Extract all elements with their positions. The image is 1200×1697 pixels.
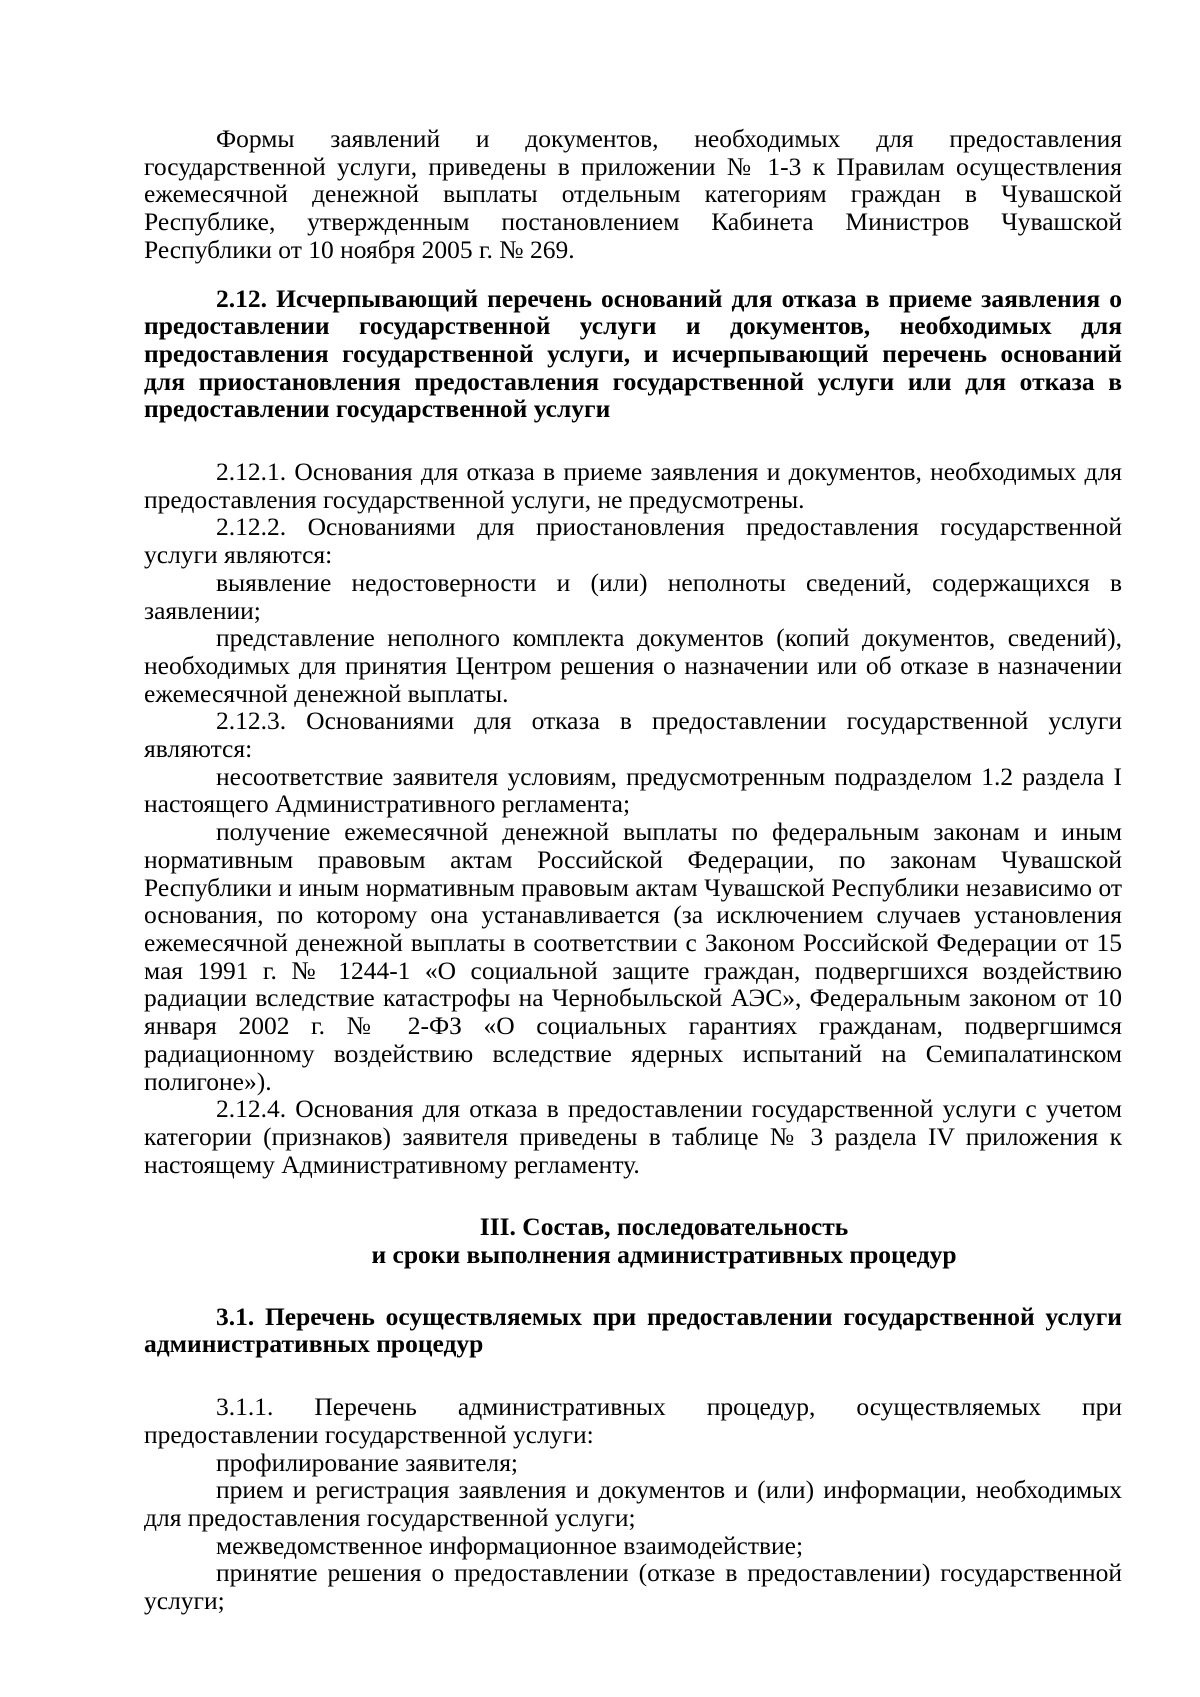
paragraph-2-12-2-a: выявление недостоверности и (или) неполноты сведений, содержащихся в заявлении; [144, 567, 1122, 625]
paragraph-2-12-2: 2.12.2. Основаниями для приостановления предоставления государственной услуги являются: [144, 512, 1122, 570]
heading-3-1: 3.1. Перечень осуществляемых при предоставлении государственной услуги административных процедур [144, 1301, 1122, 1359]
paragraph-2-12-3-b: получение ежемесячной денежной выплаты по федеральным законам и иным нормативным правовым актам Российской Федерации, по законам Чувашской Республики и иным нормативным правовым актам Чувашской Республики независимо от основания, по которому она устанавливается (за исключением случаев установления ежемесячной денежной выплаты в соответствии с Законом Российской Федерации от 15 мая 1991 г. № 1244-1 «О социальной защите граждан, подвергшихся воздействию радиации вследствие катастрофы на Чернобыльской АЭС», Федеральным законом от 10 января 2002 г. № 2-ФЗ «О социальных гарантиях гражданам, подвергшимся радиационному воздействию вследствие ядерных испытаний на Семипалатинском полигоне»). [144, 817, 1122, 1096]
paragraph-intro: Формы заявлений и документов, необходимых для предоставления государственной услуги, приведены в приложении № 1-3 к Правилам осуществления ежемесячной денежной выплаты отдельным категориям граждан в Чувашской Республике, утвержденным постановлением Кабинета Министров Чувашской Республики от 10 ноября 2005 г. № 269. [144, 124, 1122, 264]
paragraph-2-12-3: 2.12.3. Основаниями для отказа в предоставлении государственной услуги являются: [144, 706, 1122, 764]
paragraph-2-12-1: 2.12.1. Основания для отказа в приеме заявления и документов, необходимых для предоставления государственной услуги, не предусмотрены. [144, 457, 1122, 514]
section-3-title-line1: III. Состав, последовательность [479, 1212, 849, 1242]
paragraph-2-12-2-b: представление неполного комплекта документов (копий документов, сведений), необходимых для принятия Центром решения о назначении или об отказе в назначении ежемесячной денежной выплаты. [144, 623, 1122, 708]
paragraph-2-12-3-a: несоответствие заявителя условиям, предусмотренным подразделом 1.2 раздела I настоящего Административного регламента; [144, 761, 1122, 819]
section-3-title [144, 1213, 1122, 1268]
paragraph-3-1-1-d: принятие решения о предоставлении (отказе в предоставлении) государственной услуги; [144, 1558, 1122, 1616]
paragraph-3-1-1-b: прием и регистрация заявления и документов и (или) информации, необходимых для предоставления государственной услуги; [144, 1475, 1122, 1532]
paragraph-3-1-1: 3.1.1. Перечень административных процедур, осуществляемых при предоставлении государственной услуги: [144, 1392, 1122, 1449]
document-page [144, 125, 1122, 1615]
paragraph-3-1-1-a: профилирование заявителя; [216, 1447, 519, 1477]
section-3-title-line2: и сроки выполнения административных процедур [371, 1240, 957, 1270]
paragraph-3-1-1-c: межведомственное информационное взаимодействие; [216, 1530, 804, 1560]
heading-2-12: 2.12. Исчерпывающий перечень оснований для отказа в приеме заявления о предоставлении государственной услуги и документов, необходимых для предоставления государственной услуги, и исчерпывающий перечень оснований для приостановления предоставления государственной услуги или для отказа в предоставлении государственной услуги [144, 283, 1122, 424]
paragraph-2-12-4: 2.12.4. Основания для отказа в предоставлении государственной услуги с учетом категории (признаков) заявителя приведены в таблице № 3 раздела IV приложения к настоящему Административному регламенту. [144, 1094, 1122, 1179]
